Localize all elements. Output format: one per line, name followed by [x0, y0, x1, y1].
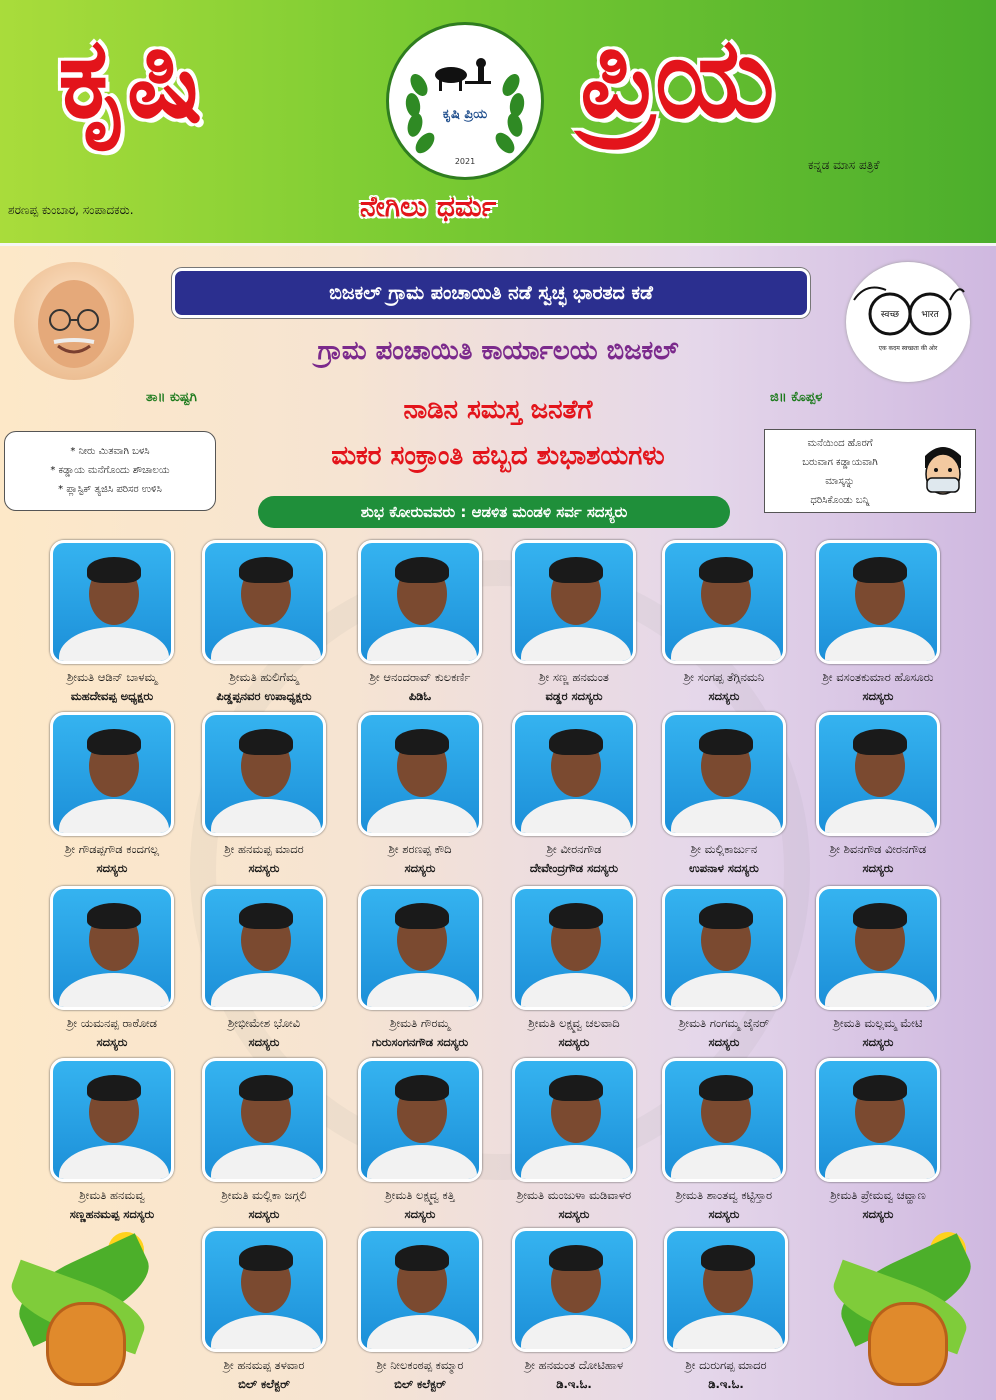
- member-card: [798, 886, 958, 1056]
- member-photo-hair: [239, 1245, 293, 1271]
- member-role: ಪಿಡ್ಡಪ್ಪನವರ ಉಪಾಧ್ಯಕ್ಷರು: [216, 689, 312, 703]
- member-role: ಸದಸ್ಯರು: [862, 689, 894, 703]
- member-photo-hair: [87, 729, 141, 755]
- member-photo-shoulders: [211, 1145, 321, 1182]
- member-photo-shoulders: [521, 799, 631, 836]
- member-photo-shoulders: [367, 973, 477, 1010]
- member-photo-hair: [549, 903, 603, 929]
- member-name: ಶ್ರೀಭೀಮೇಶ ಭೋವಿ: [227, 1016, 301, 1030]
- member-photo-shoulders: [825, 1145, 935, 1182]
- member-photo-hair: [239, 557, 293, 583]
- editor-credit: ಶರಣಪ್ಪ ಕುಂಬಾರ, ಸಂಪಾದಕರು.: [8, 203, 134, 217]
- member-photo: [358, 1058, 482, 1182]
- member-photo-hair: [549, 1245, 603, 1271]
- member-photo: [816, 712, 940, 836]
- member-name: ಶ್ರೀ ಯಮನಪ್ಪ ರಾಠೋಡ: [67, 1016, 157, 1030]
- member-photo-shoulders: [825, 799, 935, 836]
- member-name: ಶ್ರೀ ನೀಲಕಂಠಪ್ಪ ಕಮ್ಮಾರ: [376, 1358, 464, 1372]
- member-role: ಸದಸ್ಯರು: [248, 1207, 280, 1221]
- member-name: ಶ್ರೀ ವಸಂತಕುಮಾರ ಹೊಸೂರು: [822, 670, 934, 684]
- tip-item: * ಪ್ಲಾಸ್ಟಿಕ್ ತ್ಯಜಿಸಿ ಪರಿಸರ ಉಳಿಸಿ: [58, 484, 162, 495]
- member-name: ಶ್ರೀಮತಿ ಹನಮವ್ವ: [79, 1188, 145, 1202]
- panchayat-office-title: ಗ್ರಾಮ ಪಂಚಾಯಿತಿ ಕಾರ್ಯಾಲಯ ಬಿಜಕಲ್: [317, 336, 679, 366]
- member-name: ಶ್ರೀ ಗೌಡಪ್ಪಗೌಡ ಕಂದಗಲ್ಲ: [64, 842, 160, 856]
- member-photo-shoulders: [211, 627, 321, 664]
- member-role: ಸದಸ್ಯರು: [96, 1035, 128, 1049]
- mask-note-line: ಧರಿಸಿಕೊಂಡು ಬನ್ನಿ: [810, 495, 870, 506]
- member-photo: [358, 1228, 482, 1352]
- member-name: ಶ್ರೀಮತಿ ಪ್ರೇಮವ್ವ ಚವ್ಹಾಣ: [830, 1188, 926, 1202]
- magazine-logo: [386, 22, 544, 180]
- member-photo: [358, 886, 482, 1010]
- member-photo-hair: [395, 1075, 449, 1101]
- member-photo-hair: [549, 729, 603, 755]
- member-name: ಶ್ರೀಮತಿ ಮಲ್ಲಮ್ಮ ಮೇಟಿ: [833, 1016, 923, 1030]
- member-photo: [662, 712, 786, 836]
- district-label: ಜಿ॥ ಕೊಪ್ಪಳ: [770, 390, 823, 405]
- member-photo: [512, 886, 636, 1010]
- member-role: ವಡ್ಡರ ಸದಸ್ಯರು: [545, 689, 603, 703]
- member-photo-hair: [853, 903, 907, 929]
- member-role: ಡಿ.ಇ.ಓ.: [556, 1377, 592, 1391]
- member-photo-shoulders: [673, 1315, 783, 1352]
- member-photo: [512, 1058, 636, 1182]
- member-name: ಶ್ರೀ ಹನಮಪ್ಪ ಮಾದರ: [224, 842, 304, 856]
- member-photo-shoulders: [211, 799, 321, 836]
- member-photo-shoulders: [59, 627, 169, 664]
- member-photo-hair: [87, 557, 141, 583]
- member-photo: [50, 886, 174, 1010]
- tip-item: * ನೀರು ಮಿತವಾಗಿ ಬಳಸಿ: [70, 446, 150, 457]
- member-name: ಶ್ರೀಮತಿ ಆಡಿನ್ ಬಾಳಮ್ಮ: [66, 670, 158, 684]
- member-photo: [202, 540, 326, 664]
- member-photo-shoulders: [671, 1145, 781, 1182]
- member-photo: [50, 540, 174, 664]
- member-name: ಶ್ರೀಮತಿ ಶಾಂತವ್ವ ಕಟ್ಟಿಸ್ತಾರ: [675, 1188, 773, 1202]
- member-role: ಸದಸ್ಯರು: [404, 1207, 436, 1221]
- swachh-bharat-banner: ಬಿಜಕಲ್ ಗ್ರಾಮ ಪಂಚಾಯಿತಿ ನಡೆ ಸ್ವಚ್ಛ ಭಾರತದ ಕಡೆ: [172, 268, 810, 318]
- member-role: ಸಣ್ಣಹನಮಪ್ಪ ಸದಸ್ಯರು: [69, 1207, 155, 1221]
- mask-notice-box: [764, 429, 976, 513]
- member-photo-hair: [699, 557, 753, 583]
- member-card: [646, 1228, 806, 1398]
- member-role: ಡಿ.ಇ.ಓ.: [708, 1377, 744, 1391]
- member-role: ಉಪನಾಳ ಸದಸ್ಯರು: [689, 861, 759, 875]
- member-photo-shoulders: [825, 973, 935, 1010]
- member-photo-shoulders: [671, 799, 781, 836]
- member-photo-hair: [239, 1075, 293, 1101]
- member-role: ಗುರುಸಂಗನಗೌಡ ಸದಸ್ಯರು: [371, 1035, 469, 1049]
- member-photo-hair: [853, 1075, 907, 1101]
- member-photo: [50, 712, 174, 836]
- member-photo: [662, 540, 786, 664]
- masthead-title-right: ಪ್ರಿಯ: [580, 13, 773, 143]
- member-photo-hair: [701, 1245, 755, 1271]
- member-photo-hair: [549, 1075, 603, 1101]
- member-name: ಶ್ರೀ ಸಣ್ಣ ಹನಮಂತ: [539, 670, 609, 684]
- member-name: ಶ್ರೀಮತಿ ಲಕ್ಷ್ಮವ್ವ ಚಲವಾದಿ: [528, 1016, 620, 1030]
- member-photo: [202, 1228, 326, 1352]
- member-photo: [202, 886, 326, 1010]
- member-name: ಶ್ರೀ ಶರಣಪ್ಪ ಕೌದಿ: [388, 842, 452, 856]
- member-card: [798, 540, 958, 710]
- pongal-pot-right: [830, 1232, 980, 1397]
- member-photo-hair: [699, 1075, 753, 1101]
- member-photo-shoulders: [521, 1145, 631, 1182]
- member-photo-shoulders: [211, 1315, 321, 1352]
- member-role: ಪಿಡಿಓ: [408, 689, 432, 703]
- member-name: ಶ್ರೀ ಸಂಗಪ್ಪ ತೆಗ್ಗಿನಮನಿ: [683, 670, 765, 684]
- member-photo-hair: [395, 729, 449, 755]
- clay-pot-icon: [868, 1302, 948, 1386]
- masthead: [0, 0, 996, 246]
- member-role: ಸದಸ್ಯರು: [862, 1207, 894, 1221]
- member-photo: [816, 540, 940, 664]
- member-card: [798, 712, 958, 882]
- member-name: ಶ್ರೀಮತಿ ಮಲ್ಲಿಕಾ ಜಗ್ಗಲಿ: [221, 1188, 307, 1202]
- masked-face-icon: [915, 438, 971, 504]
- member-photo-shoulders: [367, 1145, 477, 1182]
- member-photo-shoulders: [521, 627, 631, 664]
- member-photo-shoulders: [59, 973, 169, 1010]
- member-name: ಶ್ರೀಮತಿ ಗೌರಮ್ಮ: [390, 1016, 450, 1030]
- clay-pot-icon: [46, 1302, 126, 1386]
- member-photo-hair: [395, 1245, 449, 1271]
- member-role: ಸದಸ್ಯರು: [558, 1207, 590, 1221]
- member-name: ಶ್ರೀಮತಿ ಗಂಗಮ್ಮ ಜೈನರ್: [678, 1016, 770, 1030]
- member-photo-hair: [699, 903, 753, 929]
- member-photo: [662, 1058, 786, 1182]
- wishers-banner: ಶುಭ ಕೋರುವವರು : ಆಡಳಿತ ಮಂಡಳಿ ಸರ್ವ ಸದಸ್ಯರು: [258, 496, 730, 528]
- member-role: ಸದಸ್ಯರು: [862, 1035, 894, 1049]
- member-name: ಶ್ರೀ ದುರುಗಪ್ಪ ಮಾದರ: [685, 1358, 767, 1372]
- member-photo-shoulders: [671, 973, 781, 1010]
- member-photo-shoulders: [367, 1315, 477, 1352]
- member-role: ಸದಸ್ಯರು: [708, 689, 740, 703]
- member-photo: [664, 1228, 788, 1352]
- member-photo-hair: [239, 903, 293, 929]
- member-photo-shoulders: [59, 799, 169, 836]
- member-role: ಸದಸ್ಯರು: [708, 1207, 740, 1221]
- member-role: ಸದಸ್ಯರು: [404, 861, 436, 875]
- member-photo: [358, 712, 482, 836]
- member-photo: [202, 1058, 326, 1182]
- member-name: ಶ್ರೀ ಆನಂದರಾವ್ ಕುಲಕರ್ಣಿ: [369, 670, 471, 684]
- member-photo: [662, 886, 786, 1010]
- member-role: ಬಿಲ್ ಕಲೆಕ್ಟರ್: [238, 1377, 290, 1391]
- member-role: ಸದಸ್ಯರು: [558, 1035, 590, 1049]
- member-photo-shoulders: [367, 799, 477, 836]
- member-name: ಶ್ರೀ ಶಿವನಗೌಡ ವೀರನಗೌಡ: [829, 842, 927, 856]
- member-photo-hair: [87, 903, 141, 929]
- member-photo-hair: [239, 729, 293, 755]
- member-photo: [512, 712, 636, 836]
- member-photo-shoulders: [211, 973, 321, 1010]
- member-photo-hair: [87, 1075, 141, 1101]
- member-photo-shoulders: [825, 627, 935, 664]
- member-name: ಶ್ರೀ ವೀರನಗೌಡ: [546, 842, 602, 856]
- swachh-left-label: स्वच्छ: [880, 310, 900, 320]
- logo-year: 2021: [454, 157, 476, 166]
- laurel-ox-plough-icon: [389, 25, 541, 177]
- member-role: ಸದಸ್ಯರು: [248, 1035, 280, 1049]
- member-photo-hair: [395, 557, 449, 583]
- member-role: ಸದಸ್ಯರು: [708, 1035, 740, 1049]
- member-photo-shoulders: [367, 627, 477, 664]
- member-name: ಶ್ರೀ ಮಲ್ಲಿಕಾರ್ಜುನ: [690, 842, 758, 856]
- member-role: ಸದಸ್ಯರು: [96, 861, 128, 875]
- member-photo-shoulders: [521, 1315, 631, 1352]
- member-photo-hair: [853, 729, 907, 755]
- greeting-line-2: ಮಕರ ಸಂಕ್ರಾಂತಿ ಹಬ್ಬದ ಶುಭಾಶಯಗಳು: [331, 441, 665, 471]
- mask-note-line: ಮನೆಯಿಂದ ಹೊರಗೆ: [807, 438, 873, 449]
- member-photo-hair: [853, 557, 907, 583]
- pongal-pot-left: [8, 1232, 158, 1397]
- mask-note-line: ಬರುವಾಗ ಕಡ್ಡಾಯವಾಗಿ: [802, 457, 878, 468]
- member-photo: [202, 712, 326, 836]
- monthly-magazine-label: ಕನ್ನಡ ಮಾಸ ಪತ್ರಿಕೆ: [808, 158, 880, 172]
- member-name: ಶ್ರೀಮತಿ ಲಕ್ಷ್ಮವ್ವ ಕತ್ತಿ: [385, 1188, 455, 1202]
- member-photo: [816, 1058, 940, 1182]
- member-photo-hair: [395, 903, 449, 929]
- member-photo: [512, 1228, 636, 1352]
- member-photo-hair: [699, 729, 753, 755]
- member-photo: [50, 1058, 174, 1182]
- masthead-slogan: ನೇಗಿಲು ಧರ್ಮ: [360, 190, 497, 223]
- member-role: ಬಿಲ್ ಕಲೆಕ್ಟರ್: [394, 1377, 446, 1391]
- tip-item: * ಕಡ್ಡಾಯ ಮನೆಗೊಂದು ಶೌಚಾಲಯ: [50, 465, 170, 476]
- member-photo-shoulders: [671, 627, 781, 664]
- member-name: ಶ್ರೀಮತಿ ಮಂಜುಳಾ ಮಡಿವಾಳರ: [516, 1188, 632, 1202]
- masthead-title-left: ಕೃಷಿ: [58, 13, 201, 143]
- member-photo-hair: [549, 557, 603, 583]
- swachh-right-label: भारत: [921, 310, 939, 320]
- member-role: ಸದಸ್ಯರು: [862, 861, 894, 875]
- member-card: [798, 1058, 958, 1228]
- member-name: ಶ್ರೀ ಹನಮಪ್ಪ ತಳವಾರ: [223, 1358, 305, 1372]
- tips-box: [4, 431, 216, 511]
- member-role: ದೇವೇಂದ್ರಗೌಡ ಸದಸ್ಯರು: [529, 861, 619, 875]
- swachh-caption: एक कदम स्वच्छता की ओर: [878, 345, 938, 352]
- member-photo: [512, 540, 636, 664]
- member-photo-shoulders: [59, 1145, 169, 1182]
- member-role: ಸದಸ್ಯರು: [248, 861, 280, 875]
- member-name: ಶ್ರೀ ಹನಮಂತ ದೋಟಿಹಾಳ: [524, 1358, 624, 1372]
- member-photo-shoulders: [521, 973, 631, 1010]
- member-role: ಮಹದೇವಪ್ಪ ಅಧ್ಯಕ್ಷರು: [70, 689, 154, 703]
- member-photo: [816, 886, 940, 1010]
- greeting-line-1: ನಾಡಿನ ಸಮಸ್ತ ಜನತೆಗೆ: [403, 395, 593, 425]
- logo-caption: ಕೃಷಿ ಪ್ರಿಯ: [442, 107, 488, 122]
- member-photo: [358, 540, 482, 664]
- mask-note-line: ಮಾಸ್ಕನ್ನು: [825, 476, 855, 487]
- taluk-label: ತಾ॥ ಕುಷ್ಟಗಿ: [146, 390, 197, 405]
- member-name: ಶ್ರೀಮತಿ ಹುಲಿಗೆಮ್ಮ: [229, 670, 299, 684]
